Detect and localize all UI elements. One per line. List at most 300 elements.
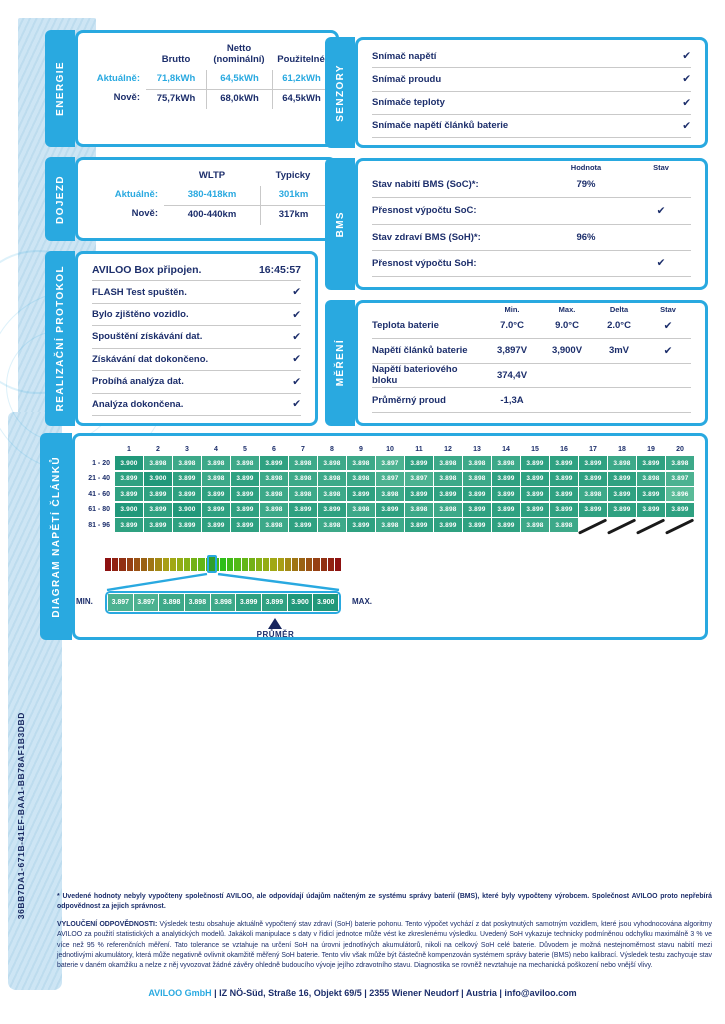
cell-voltage: 3.899 [492,503,520,517]
gradient-segment [242,558,248,571]
scale-strip [105,591,341,614]
cell-row [81,487,705,501]
mereni-tab-label: MĚŘENÍ [334,339,346,387]
cell-voltage: 3.899 [637,456,665,470]
cell-voltage: 3.899 [521,487,549,501]
cell-column-number: 1 [127,446,131,453]
cell-voltage: 3.900 [115,503,143,517]
cell-voltage: 3.897 [376,456,404,470]
dojezd-row-label: Nově: [131,207,158,219]
cell-voltage: 3.899 [144,487,172,501]
protokol-row [92,371,301,393]
protokol-step: Probíhá analýza dat. [92,376,184,388]
dojezd-panel [75,157,337,241]
gradient-segment [112,558,118,571]
cell-voltage: 3.899 [579,503,607,517]
gradient-segment [198,558,204,571]
energie-value: 68,0kWh [206,89,272,109]
bms-header-stav: Stav [653,163,669,172]
check-icon: ✔ [292,398,301,411]
senzory-row [372,92,691,115]
cell-voltage: 3.899 [144,518,172,532]
cell-voltage: 3.899 [434,487,462,501]
cell-column-number: 18 [618,446,626,453]
cell-column-number: 16 [560,446,568,453]
scale-value: 3.899 [236,594,261,611]
protokol-step: AVILOO Box připojen. [92,263,202,276]
cell-voltage: 3.896 [666,487,694,501]
check-icon: ✔ [292,353,301,366]
cell-voltage-empty [637,518,665,532]
gradient-segment [263,558,269,571]
cell-voltage: 3.898 [347,503,375,517]
check-icon: ✔ [663,319,673,332]
gradient-segment [278,558,284,571]
mereni-label: Teplota baterie [372,320,439,332]
diagram-panel [72,433,708,640]
gradient-segment [321,558,327,571]
gradient-segment [105,558,111,571]
senzory-row [372,68,691,91]
energie-row-label: Nově: [113,91,140,103]
senzory-row [372,45,691,68]
cell-column-number: 20 [676,446,684,453]
energie-value: 71,8kWh [156,72,196,84]
cell-voltage: 3.899 [550,487,578,501]
cell-voltage: 3.899 [231,472,259,486]
cell-voltage: 3.899 [608,472,636,486]
cell-voltage: 3.899 [463,518,491,532]
cell-voltage: 3.898 [260,472,288,486]
section-diagram [40,433,708,640]
cell-voltage: 3.898 [405,503,433,517]
cell-column-number: 17 [589,446,597,453]
gradient-segment [299,558,305,571]
gradient-segment [155,558,161,571]
bms-row [372,225,691,251]
cell-voltage: 3.898 [260,518,288,532]
cell-voltage: 3.898 [521,518,549,532]
protokol-step: Spouštění získávání dat. [92,331,203,343]
energie-panel [75,30,339,147]
check-icon: ✔ [292,375,301,388]
check-icon: ✔ [656,257,666,270]
cell-column-number: 12 [444,446,452,453]
cell-voltage: 3.899 [173,487,201,501]
gradient-segment [134,558,140,571]
energie-value: 64,5kWh [272,89,330,109]
mereni-panel [355,300,708,426]
dojezd-row-label: Aktuálně: [114,188,158,200]
cell-voltage: 3.899 [521,503,549,517]
check-icon: ✔ [682,119,691,132]
energie-value: 75,7kWh [146,89,206,109]
cell-row-label: 61 - 80 [88,506,110,513]
mereni-value: -1,3A [500,394,524,406]
protokol-row [92,326,301,348]
protokol-panel [75,251,318,426]
protokol-time: 16:45:57 [258,263,301,276]
gradient-segment [256,558,262,571]
cell-row-label: 21 - 40 [88,475,110,482]
cell-voltage: 3.898 [463,472,491,486]
voltage-scale [76,558,372,640]
cell-voltage: 3.899 [434,518,462,532]
bms-row [372,172,691,198]
scale-value: 3.897 [108,594,133,611]
protokol-row [92,304,301,326]
protokol-step: FLASH Test spuštěn. [92,286,187,298]
bms-label: Stav zdraví BMS (SoH)*: [372,231,481,243]
bms-label: Stav nabití BMS (SoC)*: [372,179,479,191]
cell-voltage: 3.899 [637,487,665,501]
cell-voltage: 3.899 [550,472,578,486]
cell-voltage: 3.899 [579,472,607,486]
check-icon: ✔ [292,286,301,299]
bms-value: 79% [576,179,596,191]
cell-voltage: 3.899 [115,518,143,532]
mereni-label: Napětí článků baterie [372,345,468,357]
senzor-label: Snímač napětí [372,50,437,62]
dojezd-header-typicky: Typicky [275,170,311,181]
cell-column-number: 14 [502,446,510,453]
cell-voltage: 3.899 [202,518,230,532]
cell-voltage: 3.899 [463,503,491,517]
gradient-segment [306,558,312,571]
dojezd-value: 380-418km [187,188,237,200]
cell-voltage: 3.899 [173,472,201,486]
gradient-segment [227,558,233,571]
cell-voltage: 3.899 [260,456,288,470]
protokol-step: Bylo zjištěno vozidlo. [92,309,189,321]
mereni-header-delta: Delta [609,305,629,314]
energie-header-brutto: Brutto [161,53,191,65]
cell-voltage: 3.898 [434,472,462,486]
cell-voltage: 3.899 [405,456,433,470]
footnote-disclaimer [57,920,712,972]
cell-voltage: 3.899 [550,503,578,517]
scale-value: 3.900 [313,594,338,611]
cell-voltage: 3.898 [347,472,375,486]
cell-voltage: 3.899 [405,518,433,532]
energie-value: 61,2kWh [272,70,330,89]
section-senzory [325,37,708,148]
cell-voltage: 3.898 [318,472,346,486]
cell-voltage: 3.898 [492,456,520,470]
bms-row [372,198,691,224]
energie-header-pouzitelne: Použitelné [277,53,325,65]
cell-voltage: 3.898 [318,456,346,470]
mereni-row [372,388,691,413]
cell-column-number: 15 [531,446,539,453]
max-label: MAX. [352,597,372,606]
check-icon: ✔ [682,50,691,63]
cell-voltage: 3.898 [376,487,404,501]
senzory-panel [355,37,708,148]
report-id [16,648,26,984]
cell-table-header [81,446,705,453]
check-icon: ✔ [292,308,301,321]
dojezd-value: 317km [260,205,326,225]
cell-row [81,518,705,532]
gradient-segment [148,558,154,571]
cell-voltage: 3.898 [434,503,462,517]
section-protokol [45,251,318,426]
cell-voltage: 3.899 [202,503,230,517]
section-mereni [325,300,708,426]
check-icon: ✔ [663,344,673,357]
cell-voltage: 3.898 [434,456,462,470]
cell-voltage: 3.899 [405,487,433,501]
cell-column-number: 19 [647,446,655,453]
scale-value: 3.898 [211,594,236,611]
scale-value: 3.897 [134,594,159,611]
cell-voltage-empty [608,518,636,532]
mereni-row [372,364,691,389]
cell-voltage: 3.900 [115,456,143,470]
footnote-star: * Uvedené hodnoty nebyly vypočteny společností AVILOO, ale odpovídají údajům načteným ze systému správy baterií (BMS), které byly vypočteny výrobcem. Společnost AVILOO proto nepřebírá odpovědnost za jejich správnost. [57,893,712,911]
cell-voltage: 3.898 [637,472,665,486]
cell-voltage: 3.899 [492,472,520,486]
company-name: AVILOO GmbH [148,988,212,998]
average-pointer [268,618,282,629]
gradient-segment [270,558,276,571]
diagram-tab-label: DIAGRAM NAPĚTÍ ČLÁNKŮ [50,455,62,618]
dojezd-value: 400-440km [164,205,260,225]
cell-column-number: 9 [359,446,363,453]
slash-icon [578,518,607,534]
mereni-max: 9.0°C [555,320,579,332]
bms-panel [355,158,708,290]
gradient-segment [127,558,133,571]
mereni-delta: 2.0°C [607,320,631,332]
senzory-tab [325,37,355,148]
cell-column-number: 10 [386,446,394,453]
bms-row [372,251,691,277]
bms-tab-label: BMS [334,210,346,238]
mereni-row [372,314,691,339]
cell-voltage: 3.898 [231,456,259,470]
cell-row-label: 81 - 96 [88,521,110,529]
cell-voltage: 3.899 [521,472,549,486]
mereni-header-min: Min. [504,305,520,314]
gradient-segment [170,558,176,571]
gradient-segment [119,558,125,571]
mereni-delta: 3mV [608,345,630,357]
mereni-row [372,339,691,364]
mereni-label: Napětí bateriového bloku [372,364,458,387]
mereni-min: 3,897V [496,345,528,357]
mereni-header-stav: Stav [660,305,676,314]
cell-column-number: 6 [272,446,276,453]
protokol-step: Získávání dat dokončeno. [92,353,209,365]
gradient-segment [184,558,190,571]
cell-column-number: 2 [156,446,160,453]
cell-row [81,472,705,486]
report-id-text: 36BB7DA1-671B-41EF-BAA1-BB78AF1B3DBD [16,712,26,920]
cell-voltage: 3.898 [550,518,578,532]
cell-voltage: 3.897 [376,472,404,486]
cell-column-number: 11 [415,446,423,453]
gradient-segment [141,558,147,571]
cell-voltage: 3.899 [231,503,259,517]
cell-voltage: 3.898 [144,456,172,470]
cell-voltage-empty [579,518,607,532]
cell-voltage: 3.898 [318,518,346,532]
scale-value: 3.898 [159,594,184,611]
energie-tab [45,30,75,147]
gradient-segment [191,558,197,571]
cell-voltage: 3.898 [202,472,230,486]
cell-voltage: 3.897 [666,472,694,486]
cell-voltage: 3.898 [579,487,607,501]
energie-row-label: Aktuálně: [96,72,140,84]
cell-voltage: 3.899 [463,487,491,501]
scale-value: 3.899 [262,594,287,611]
senzor-label: Snímače napětí článků baterie [372,120,509,132]
page-footer [0,988,725,998]
cell-column-number: 5 [243,446,247,453]
cell-column-number: 8 [330,446,334,453]
cell-row [81,456,705,470]
bms-label: Přesnost výpočtu SoC: [372,205,477,217]
cell-voltage: 3.897 [405,472,433,486]
check-icon: ✔ [682,73,691,86]
gradient-segment [335,558,341,571]
dojezd-tab-label: DOJEZD [54,174,66,224]
cell-voltage: 3.899 [144,503,172,517]
scale-value: 3.900 [288,594,313,611]
gradient-bar [105,558,341,571]
protokol-step: Analýza dokončena. [92,398,184,410]
cell-column-number: 3 [185,446,189,453]
energie-tab-label: ENERGIE [54,61,66,116]
cell-voltage-empty [666,518,694,532]
mereni-label: Průměrný proud [372,394,446,406]
cell-voltage: 3.899 [521,456,549,470]
gradient-segment [249,558,255,571]
cell-column-number: 4 [214,446,218,453]
cell-voltage: 3.898 [173,456,201,470]
bms-header-hodnota: Hodnota [570,163,602,172]
protokol-row [92,349,301,371]
cell-voltage: 3.898 [463,456,491,470]
cell-voltage: 3.899 [173,518,201,532]
funnel-lines [105,573,341,591]
cell-voltage: 3.899 [376,503,404,517]
cell-voltage: 3.899 [202,487,230,501]
cell-voltage: 3.899 [492,487,520,501]
section-energie [45,30,325,147]
min-label: MIN. [76,597,93,606]
cell-table-body [81,456,705,532]
check-icon: ✔ [682,96,691,109]
cell-voltage: 3.899 [318,503,346,517]
protokol-row [92,281,301,303]
mereni-tab [325,300,355,426]
section-bms [325,158,708,290]
cell-voltage: 3.898 [347,456,375,470]
disclaimer-text: Výsledek testu obsahuje aktuálně vypočtený stav zdraví (SoH) baterie pohonu. Tento výpočet vychází z dat poskytnutých samotným vozidlem, které jsou vyhodnocována algoritmy AVILOO za použití statistických a analytických modelů. Jakákoli manipulace s daty v řídicí jednotce může vést ke zkreslenému výsledku. Uvedený SoH vykazuje technicky podmíněnou odchylku maximálně 3 % ve více než 95 % referenčních měření. Tato tolerance se vztahuje na určení SoH na úrovni jednotlivých akumulátorů, nikoli na celkový SoH celé baterie. Důvodem je možná nestejnoměrnost stavu nabití mezi jednotlivými akumulátory, která může negativně ovlivnit okamžitě měřený SoH baterie. Tento vliv však může být částečně kompenzován systémem správy baterie (BMS) nebo kalibrací. Výsledek testu zachycuje stav baterie v daném okamžiku a nelze z něj vyvozovat žádné závěry ohledně budoucího vývoje jejího zdravotního stavu. Diagnostika se rovněž nevztahuje na mechanická poškození nebo vnější vlivy. [57,921,712,970]
cell-voltage: 3.898 [289,472,317,486]
mereni-max: 3,900V [551,345,583,357]
cell-voltage: 3.899 [492,518,520,532]
energie-value: 64,5kWh [206,70,272,89]
slash-icon [607,518,636,534]
cell-voltage: 3.898 [666,456,694,470]
bms-value: 96% [576,231,596,243]
cell-voltage: 3.898 [260,503,288,517]
gradient-segment [285,558,291,571]
senzory-row [372,115,691,138]
cell-voltage: 3.898 [289,487,317,501]
bms-label: Přesnost výpočtu SoH: [372,257,477,269]
company-address: | IZ NÖ-Süd, Straße 16, Objekt 69/5 | 2355 Wiener Neudorf | Austria | info@aviloo.com [211,988,577,998]
cell-voltage: 3.899 [666,503,694,517]
cell-voltage: 3.899 [579,456,607,470]
scale-value: 3.898 [185,594,210,611]
mereni-header-max: Max. [558,305,576,314]
section-dojezd [45,157,318,241]
cell-voltage: 3.898 [202,456,230,470]
protokol-tab-label: REALIZAČNÍ PROTOKOL [54,265,66,412]
senzor-label: Snímače teploty [372,97,445,109]
cell-voltage: 3.899 [550,456,578,470]
gradient-segment [328,558,334,571]
cell-voltage: 3.899 [115,487,143,501]
energie-header-netto: Netto (nominální) [213,43,265,65]
check-icon: ✔ [656,204,666,217]
gradient-segment [234,558,240,571]
gradient-segment [177,558,183,571]
dojezd-header-wltp: WLTP [198,170,226,181]
gradient-segment [313,558,319,571]
cell-voltage: 3.899 [608,503,636,517]
cell-voltage: 3.899 [289,503,317,517]
cell-row-label: 1 - 20 [92,459,110,467]
cell-voltage: 3.899 [608,487,636,501]
gradient-segment [220,558,226,571]
average-label: PRŮMĚR [256,630,295,639]
protokol-tab [45,251,75,426]
slash-icon [636,518,665,534]
gradient-segment [163,558,169,571]
cell-voltage: 3.898 [289,456,317,470]
cell-voltage: 3.899 [231,487,259,501]
cell-voltage: 3.900 [173,503,201,517]
disclaimer-title: VYLOUČENÍ ODPOVĚDNOSTI: [57,921,158,928]
cell-row-label: 41 - 60 [88,490,110,498]
cell-column-number: 7 [301,446,305,453]
cell-voltage: 3.899 [637,503,665,517]
cell-voltage: 3.899 [231,518,259,532]
diagram-tab [40,433,72,640]
protokol-row [92,394,301,416]
cell-voltage: 3.898 [376,518,404,532]
average-marker [207,555,217,573]
cell-voltage: 3.899 [115,472,143,486]
cell-column-number: 13 [473,446,481,453]
dojezd-tab [45,157,75,241]
dojezd-value: 301km [260,186,326,205]
gradient-segment [292,558,298,571]
mereni-value: 374,4V [496,369,528,381]
check-icon: ✔ [292,330,301,343]
cell-row [81,503,705,517]
slash-icon [665,518,694,534]
cell-voltage: 3.899 [347,487,375,501]
mereni-min: 7.0°C [500,320,524,332]
